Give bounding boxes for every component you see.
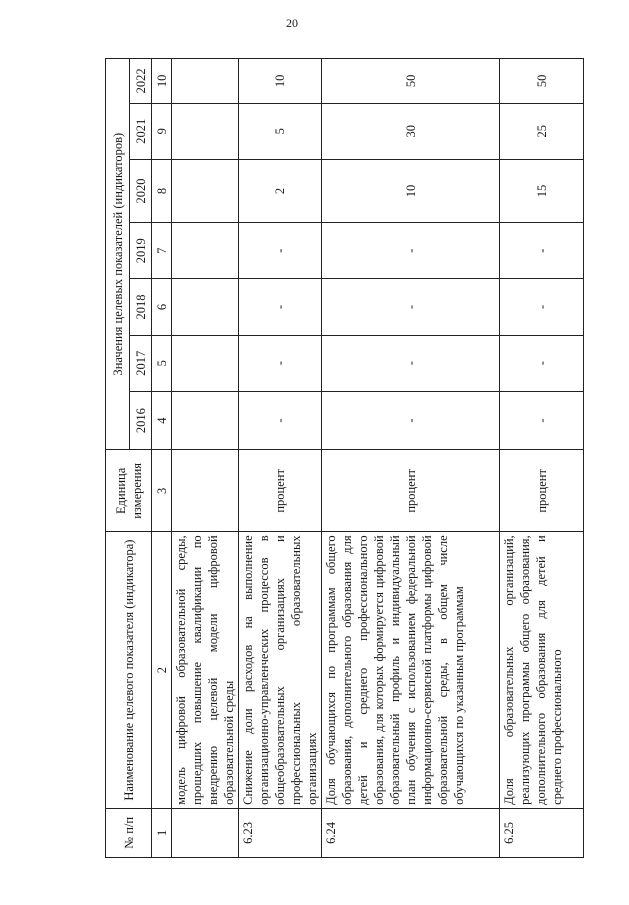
row-num: 6.25 (500, 808, 584, 857)
row-value: 50 (500, 59, 584, 104)
row-value (172, 335, 239, 391)
row-name: Доля образовательных организаций, реализующих программы общего образования, дополнительного образования для детей и среднего профессионального (502, 535, 564, 805)
row-value: 10 (322, 159, 500, 222)
row-num: 6.24 (322, 808, 500, 857)
row-value: - (500, 223, 584, 279)
header-year: 2020 (130, 159, 152, 222)
row-value: - (500, 335, 584, 391)
row-value: 2 (239, 159, 322, 222)
row-value (172, 159, 239, 222)
row-name: Доля обучающихся по программам общего образования, дополнительного образования для детей и среднего профессионального образования, для которых формируется цифровой образовательный профиль и индивидуальный план обучения с использованием федеральной информационно-сервисной платформы цифровой образовательной среды, в общем числе обучающихся по указанным программам (322, 532, 500, 808)
header-year: 2022 (130, 59, 152, 104)
row-value: - (239, 279, 322, 335)
table-row (322, 59, 500, 858)
col-number: 10 (152, 59, 172, 104)
row-value: 10 (239, 59, 322, 104)
table-row (500, 59, 584, 858)
row-unit: процент (500, 450, 584, 532)
header-year: 2016 (130, 391, 152, 450)
col-number: 4 (152, 391, 172, 450)
col-number: 7 (152, 223, 172, 279)
col-number: 9 (152, 103, 172, 159)
row-unit (172, 450, 239, 532)
header-year: 2017 (130, 335, 152, 391)
header-name: Наименование целевого показателя (индикатора) (106, 532, 152, 808)
header-year: 2021 (130, 103, 152, 159)
col-number: 2 (152, 532, 172, 808)
row-value: - (239, 223, 322, 279)
row-name: Снижение доли расходов на выполнение организационно-управленческих процессов в общеобразовательных организациях и профессиональных образовательных организациях (239, 532, 322, 808)
header-unit: Единица измерения (106, 450, 152, 532)
row-value (172, 391, 239, 450)
row-value (172, 223, 239, 279)
row-num: 6.23 (239, 808, 322, 857)
table-row (172, 59, 239, 858)
row-value (172, 279, 239, 335)
row-value: - (322, 223, 500, 279)
row-unit: процент (239, 450, 322, 532)
column-number-row (152, 59, 172, 858)
row-value: - (500, 279, 584, 335)
rotated-table-container (105, 58, 583, 858)
row-value: - (500, 391, 584, 450)
row-value: 5 (239, 103, 322, 159)
col-number: 3 (152, 450, 172, 532)
row-value: - (322, 279, 500, 335)
header-num: № п/п (106, 808, 152, 857)
row-value: 30 (322, 103, 500, 159)
row-name-cell (500, 532, 584, 808)
row-value (172, 103, 239, 159)
header-year: 2018 (130, 279, 152, 335)
header-values-group: Значения целевых показателей (индикаторов) (106, 59, 130, 450)
indicators-table (105, 58, 584, 858)
header-year: 2019 (130, 223, 152, 279)
col-number: 1 (152, 808, 172, 857)
header-row-top (106, 59, 130, 858)
row-value: - (239, 391, 322, 450)
col-number: 5 (152, 335, 172, 391)
col-number: 8 (152, 159, 172, 222)
row-value: 50 (322, 59, 500, 104)
table-row (239, 59, 322, 858)
row-value: - (322, 335, 500, 391)
row-value: - (322, 391, 500, 450)
row-value: 15 (500, 159, 584, 222)
page-number: 20 (286, 16, 298, 30)
row-value: 25 (500, 103, 584, 159)
row-value: - (239, 335, 322, 391)
row-num (172, 808, 239, 857)
col-number: 6 (152, 279, 172, 335)
row-unit: процент (322, 450, 500, 532)
row-value (172, 59, 239, 104)
row-name: модель цифровой образовательной среды, прошедших повышение квалификации по внедрению целевой модели цифровой образовательной среды (172, 532, 239, 808)
